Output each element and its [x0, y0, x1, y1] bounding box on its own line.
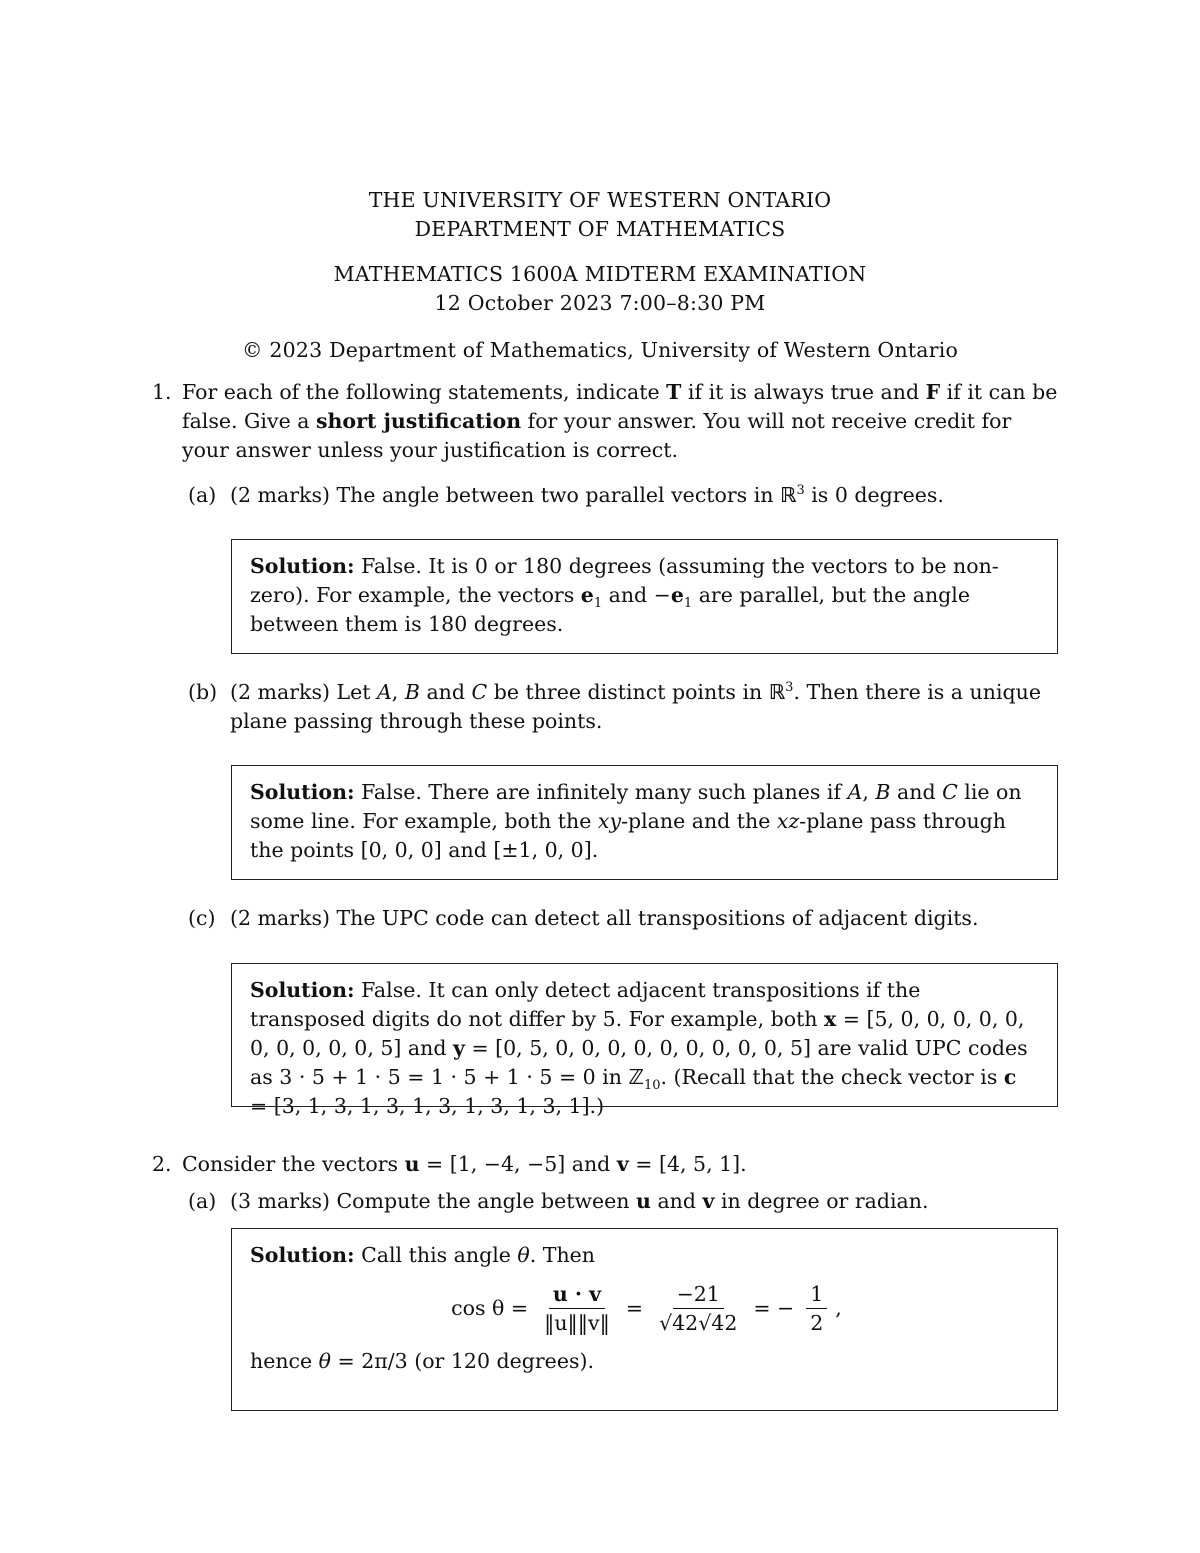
solution-label: Solution: [250, 978, 355, 1002]
question-1c-text: (2 marks) The UPC code can detect all transpositions of adjacent digits. [230, 906, 979, 930]
copyright-line [0, 336, 1200, 365]
solution-box-1a: Solution: False. It is 0 or 180 degrees (assuming the vectors to be non-zero). For example, the vectors $e_1$ and $-e_1$ are parallel, but the angle between them is 180 degrees. [231, 539, 1058, 654]
question-1a [188, 481, 1060, 510]
exam-title: MATHEMATICS 1600A MIDTERM EXAMINATION [333, 262, 867, 286]
solution-conclusion: hence θ = 2π/3 (or 120 degrees). [250, 1349, 594, 1373]
university-name: THE UNIVERSITY OF WESTERN ONTARIO [368, 188, 832, 212]
question-2a [188, 1187, 1060, 1216]
solution-box-1b: Solution: False. There are infinitely many such planes if A, B and C lie on some line. For example, both the xy-plane and the xz-plane pass through the points [0, 0, 0] and [±1, 0, 0]. [231, 765, 1058, 880]
solution-box-1c: Solution: False. It can only detect adjacent transpositions if the transposed digits do not differ by 5. For example, both x = [5, 0, 0, 0, 0, 0, 0, 0, 0, 0, 0, 5] and y = [0, 5, 0, 0, 0, 0, 0, 0, 0, 0, 0, 5] are valid UPC codes as 3 · 5 + 1 · 5 = 1 · 5 + 1 · 5 = 0 in ℤ$_{10}$. (Recall that the check vector is c = [3, 1, 3, 1, 3, 1, 3, 1, 3, 1, 3, 1].) [231, 963, 1058, 1107]
solution-label: Solution: [250, 780, 355, 804]
part-label: (a) [188, 1189, 217, 1213]
question-1b-text: (2 marks) Let A, B and C be three distinct points in ℝ$^3$. Then there is a unique plane passing through these points. [230, 680, 1041, 733]
exam-header [0, 186, 1200, 244]
part-label: (b) [188, 680, 218, 704]
question-2 [152, 1150, 1060, 1179]
question-number: 1. [152, 380, 172, 404]
solution-intro: Solution: Call this angle θ. Then [250, 1243, 596, 1267]
copyright-text: © 2023 Department of Mathematics, University of Western Ontario [241, 338, 959, 362]
question-1b [188, 678, 1060, 736]
solution-label: Solution: [250, 554, 355, 578]
part-label: (c) [188, 906, 216, 930]
fraction-half: $\frac{1}{2}$ [806, 1280, 827, 1337]
question-1c [188, 904, 1060, 933]
fraction-numeric: $\frac{-21}{√42√42}$ [659, 1282, 738, 1335]
question-1 [152, 378, 1060, 465]
question-1a-text: (2 marks) The angle between two parallel vectors in ℝ$^3$ is 0 degrees. [230, 483, 944, 507]
part-label: (a) [188, 483, 217, 507]
question-2a-text: (3 marks) Compute the angle between u and v in degree or radian. [230, 1189, 929, 1213]
fraction-dot-over-norms: $\frac{u \cdot v}{‖u‖‖v‖}$ [544, 1282, 610, 1335]
exam-title-block [0, 260, 1200, 318]
exam-date: 12 October 2023 7:00–8:30 PM [434, 291, 766, 315]
department-name: DEPARTMENT OF MATHEMATICS [414, 217, 786, 241]
question-1-text: For each of the following statements, indicate T if it is always true and F if it can be false. Give a short justification for your answer. You will not receive credit for your answer unless your justification is correct. [182, 380, 1058, 462]
question-2-text: Consider the vectors u = [1, −4, −5] and v = [4, 5, 1]. [182, 1152, 747, 1176]
question-number: 2. [152, 1152, 172, 1176]
solution-box-2a [231, 1228, 1058, 1411]
equation-lhs: cos θ = [451, 1296, 529, 1320]
solution-label: Solution: [250, 1243, 355, 1267]
cosine-equation: cos θ = $\frac{u \cdot v}{‖u‖‖v‖}$ = $\frac{-21}{√42√42}$ = − $\frac{1}{2}$ , [451, 1282, 842, 1335]
